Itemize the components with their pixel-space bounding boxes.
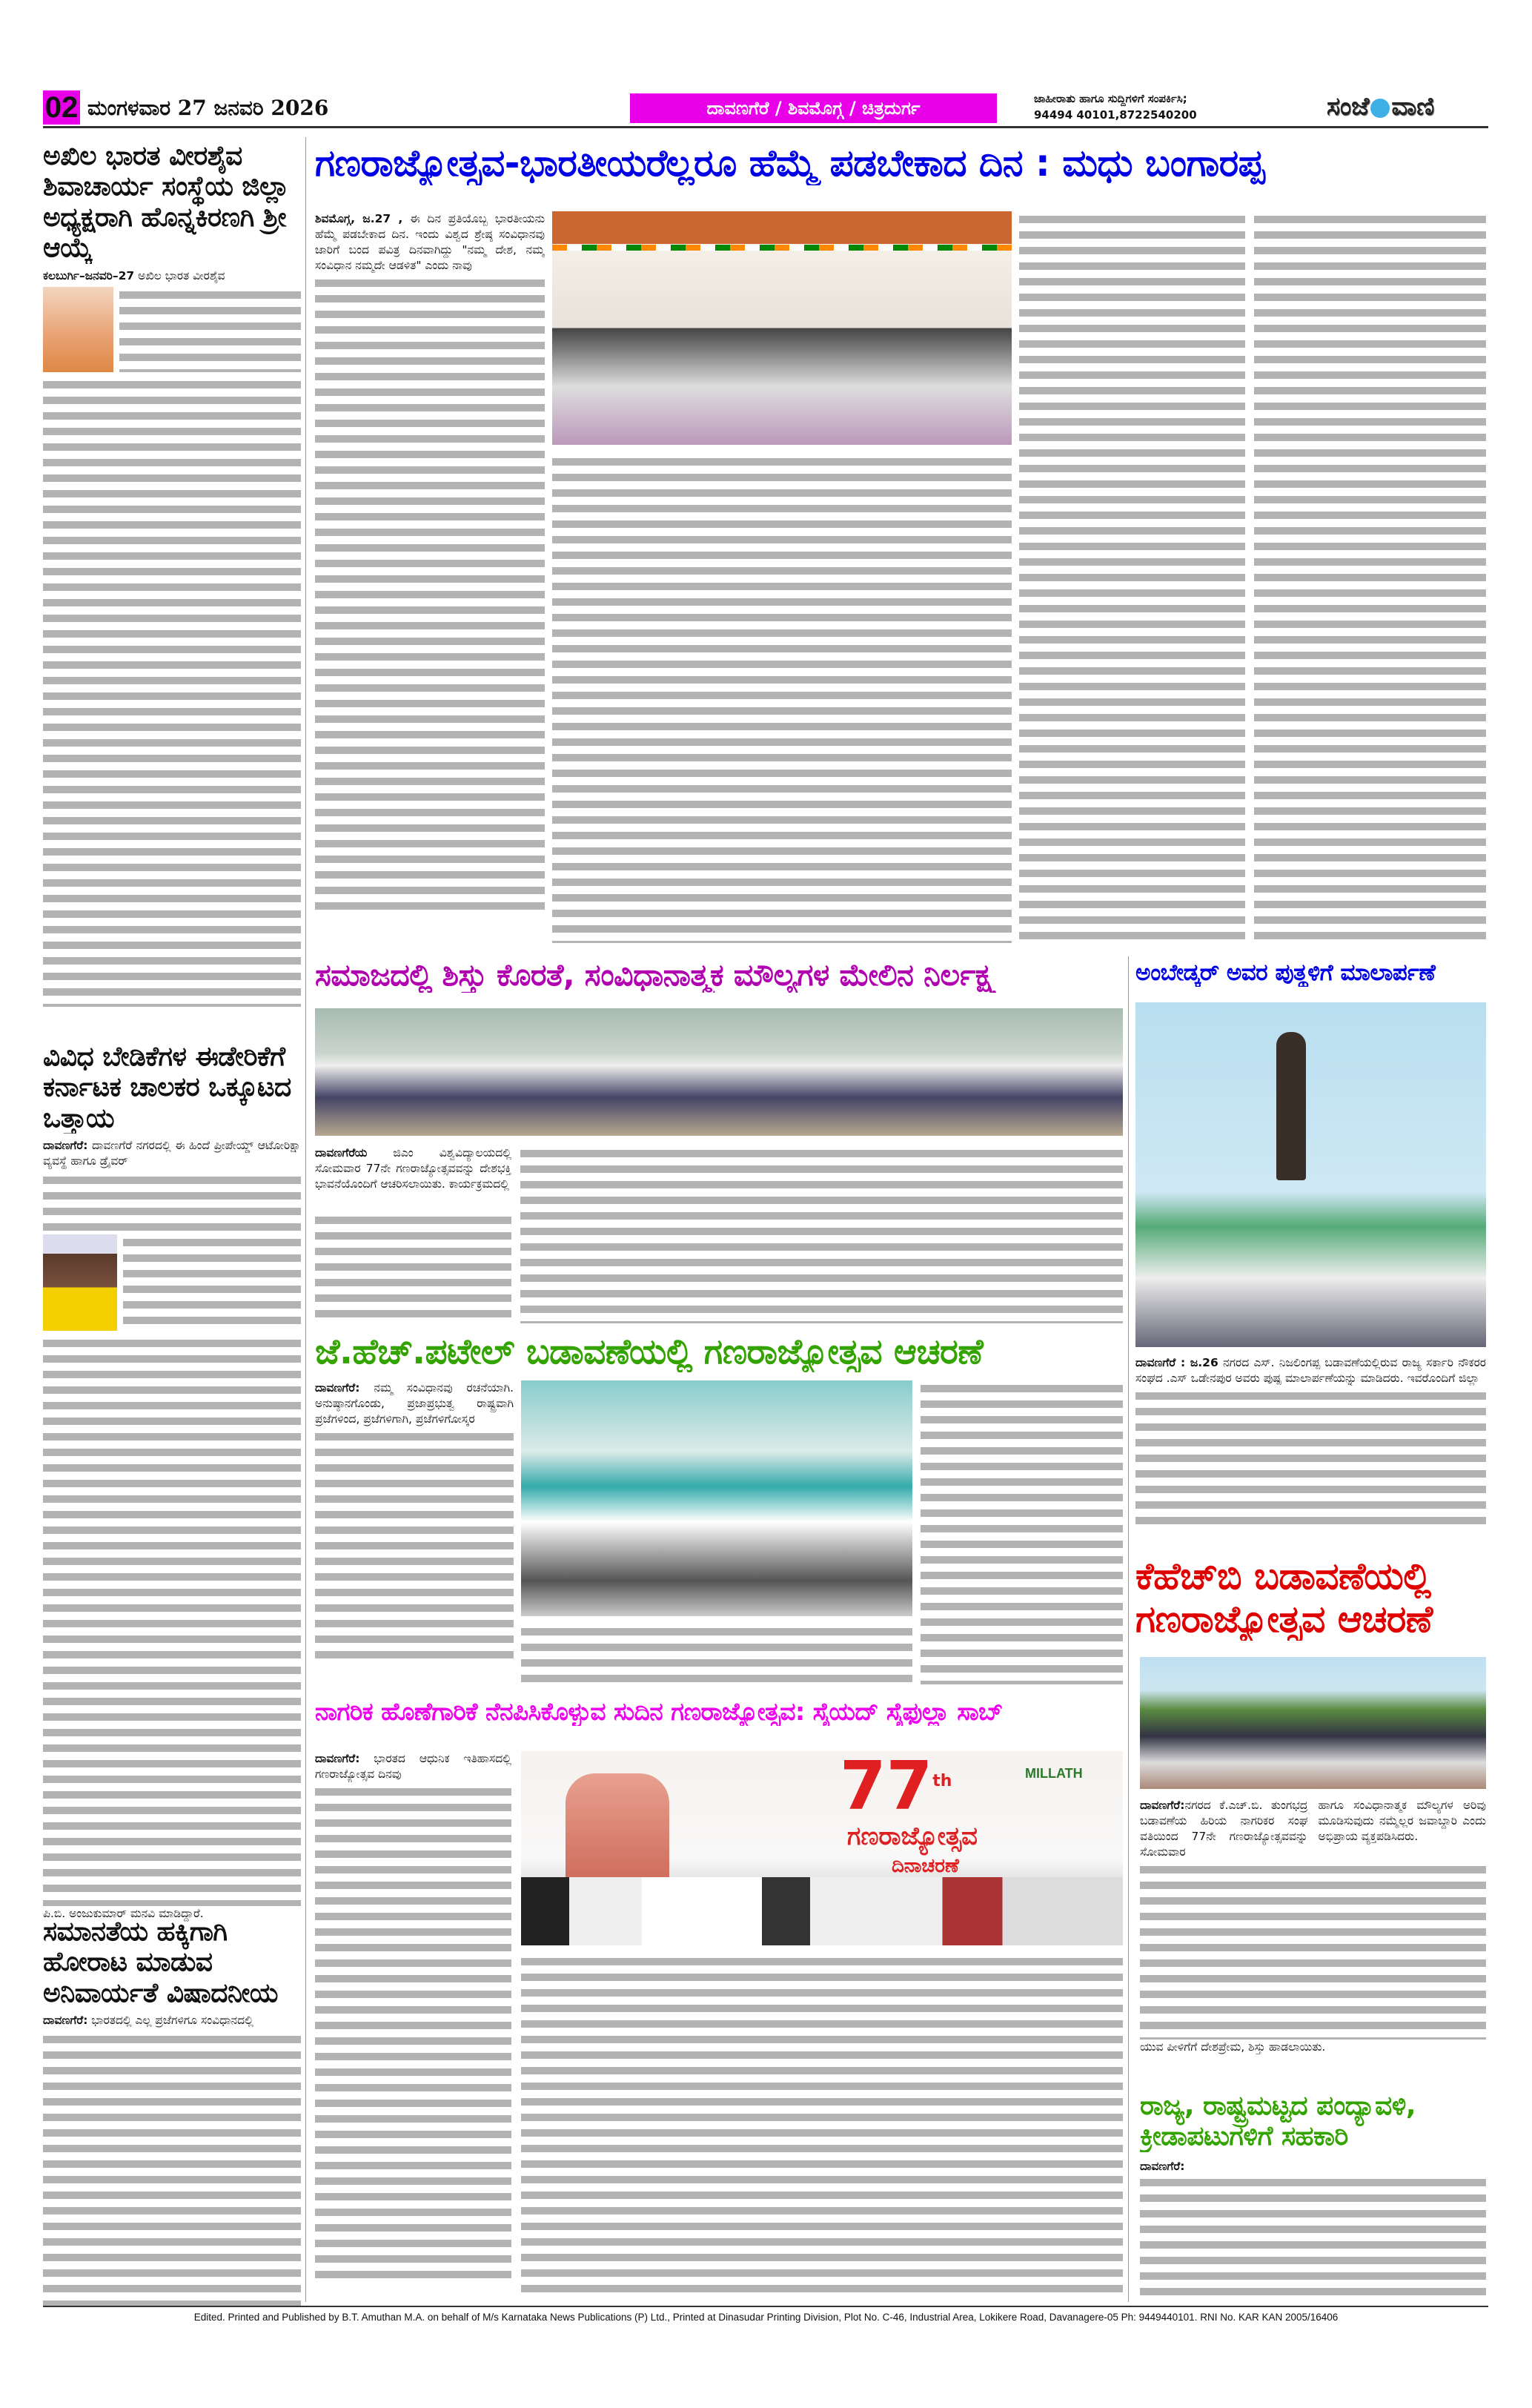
- body-text: [43, 1335, 301, 1906]
- body-text: [123, 1234, 301, 1331]
- body-text: [315, 1212, 511, 1323]
- lead-text: ಭಾರತದ ಆಧುನಿಕ ಇತಿಹಾಸದಲ್ಲಿ ಗಣರಾಜ್ಯೋತ್ಸವ ದಿನವು: [315, 1752, 511, 1781]
- contact-box: [1034, 90, 1197, 123]
- body-text: [43, 1172, 301, 1231]
- body-text: [921, 1380, 1123, 1684]
- khb-headline: ಕೆಹೆಚ್‌ಬಿ ಬಡಾವಣೆಯಲ್ಲಿ ಗಣರಾಜ್ಯೋತ್ಸವ ಆಚರಣೆ: [1135, 1555, 1433, 1641]
- edition-region: ದಾವಣಗೆರೆ / ಶಿವಮೊಗ್ಗ / ಚಿತ್ರದುರ್ಗ: [630, 93, 997, 123]
- article-veerashaiva: [43, 141, 301, 1027]
- headline: ಸಮಾನತೆಯ ಹಕ್ಕಿಗಾಗಿ ಹೋರಾಟ ಮಾಡುವ ಅನಿವಾರ್ಯತೆ ವಿಷಾದನೀಯ: [43, 1916, 278, 2008]
- main-headline: ಗಣರಾಜ್ಯೋತ್ಸವ-ಭಾರತೀಯರೆಲ್ಲರೂ ಹೆಮ್ಮೆ ಪಡಬೇಕಾದ ದಿನ : ಮಧು ಬಂಗಾರಪ್ಪ: [315, 142, 1265, 185]
- ambedkar-statue-photo: [1135, 1002, 1486, 1347]
- column-divider: [1128, 956, 1129, 2302]
- body-text: [119, 287, 301, 372]
- dateline: ದಾವಣಗೆರೆ:: [1140, 1799, 1185, 1812]
- lead-text: ದಾವಣಗೆರೆ ನಗರದಲ್ಲಿ ಈ ಹಿಂದೆ ಪ್ರೀಪೇಯ್ಡ್ ಆಟೋರಿಕ್ಷಾ ವ್ಯವಸ್ಥೆ ಹಾಗೂ ಡ್ರೈವರ್: [43, 1139, 301, 1168]
- ambedkar-headline: ಅಂಬೇಡ್ಕರ್ ಅವರ ಪುತ್ಥಳಿಗೆ ಮಾಲಾರ್ಪಣೆ: [1135, 960, 1436, 986]
- contact-phone: 94494 40101,8722540200: [1034, 108, 1197, 122]
- article-equality: [43, 1916, 301, 2302]
- body-text: [1254, 211, 1486, 945]
- group-photo-university: [315, 1008, 1123, 1136]
- dateline: ದಾವಣಗೆರೆ:: [43, 2014, 88, 2028]
- lead-text: ನಗರದ ಎಸ್. ನಿಜಲಿಂಗಪ್ಪ ಬಡಾವಣೆಯಲ್ಲಿರುವ ರಾಜ್ಯ ಸರ್ಕಾರಿ ನೌಕರರ ಸಂಘದ .ಎಸ್ ಒಡೇನಪುರ ಅವರು ಪುಷ್ಪ ಮಾಲಾರ್ಪಣೆಯನ್ನು ಮಾಡಿದರು. ಇವರೊಂದಿಗೆ ಜಿಲ್ಲಾ: [1135, 1356, 1486, 1385]
- banner-subtitle: ದಿನಾಚರಣೆ: [892, 1855, 959, 1877]
- sports-headline: ರಾಜ್ಯ, ರಾಷ್ಟ್ರಮಟ್ಟದ ಪಂದ್ಯಾವಳಿ, ಕ್ರೀಡಾಪಟುಗಳಿಗೆ ಸಹಕಾರಿ: [1140, 2091, 1416, 2152]
- body-text: [1019, 211, 1245, 945]
- sports-body: [1140, 2159, 1486, 2300]
- lead-text: ಭಾರತದಲ್ಲಿ ಎಲ್ಲ ಪ್ರಜೆಗಳಿಗೂ ಸಂವಿಧಾನದಲ್ಲಿ: [91, 2014, 253, 2028]
- dateline: ಕಲಬುರ್ಗಿ–ಜನವರಿ–27: [43, 268, 135, 282]
- sponsor-logo: MILLATH: [1025, 1766, 1083, 1781]
- discipline-body: [315, 1145, 1123, 1323]
- article-drivers: [43, 1042, 301, 1921]
- body-text: [315, 1429, 514, 1666]
- headline: ವಿವಿಧ ಬೇಡಿಕೆಗಳ ಈಡೇರಿಕೆಗೆ ಕರ್ನಾಟಕ ಚಾಲಕರ ಒಕ್ಕೂಟದ ಒತ್ತಾಯ: [43, 1042, 291, 1134]
- body-text: [1135, 1388, 1486, 1529]
- jhpatel-headline: ಜೆ.ಹೆಚ್.ಪಟೇಲ್ ಬಡಾವಣೆಯಲ್ಲಿ ಗಣರಾಜ್ಯೋತ್ಸವ ಆಚರಣೆ: [315, 1332, 984, 1372]
- banner-title: ಗಣರಾಜ್ಯೋತ್ಸವ: [847, 1822, 978, 1851]
- imprint-line: Edited. Printed and Published by B.T. Amuthan M.A. on behalf of M/s Karnataka News Publications (P) Ltd., Printed at Dinasudar Printing Division, Plot No. C-46, Industrial Area, Lokikere Road, Davanagere-05 Ph: 9449440101. RNI No. KAR KAN 2005/16406: [193, 2312, 1339, 2323]
- dateline: ದಾವಣಗೆರೆ:: [315, 1381, 360, 1395]
- body-text: [521, 1624, 912, 1683]
- stage-people: [521, 1877, 1123, 1945]
- header-rule: [43, 126, 1488, 128]
- closing-line: ಯುವ ಪೀಳಿಗೆಗೆ ದೇಶಪ್ರೇಮ, ಶಿಸ್ತು ಹಾಡಲಾಯಿತು.: [1140, 2040, 1326, 2054]
- dateline: ಶಿವಮೊಗ್ಗ, ಜ.27 ,: [315, 212, 403, 225]
- body-text: [43, 377, 301, 1007]
- main-ceremony-photo: [552, 211, 1012, 445]
- lead-text: ನಮ್ಮ ಸಂವಿಧಾನವು ರಚನೆಯಾಗಿ. ಅನುಷ್ಠಾನಗೊಂಡು, ಪ್ರಜಾಪ್ರಭುತ್ವ ರಾಷ್ಟ್ರವಾಗಿ ಪ್ರಜೆಗಳಿಂದ, ಪ್ರಜೆಗಳಿಗಾಗಿ, ಪ್ರಜೆಗಳಿಗೋಸ್ಕರ: [315, 1381, 514, 1426]
- main-article-col1: [315, 211, 545, 945]
- jhpatel-group-photo: [521, 1380, 912, 1616]
- logo-globe-icon: [1370, 99, 1390, 118]
- logo-part: ಸಂಜೆ: [1327, 92, 1370, 122]
- dateline: ದಾವಣಗೆರೆ:: [43, 1139, 88, 1153]
- dateline: ದಾವಣಗೆರೆ:: [315, 1752, 360, 1765]
- discipline-headline: ಸಮಾಜದಲ್ಲಿ ಶಿಸ್ತು ಕೊರತೆ, ಸಂವಿಧಾನಾತ್ಮಕ ಮೌಲ್ಯಗಳ ಮೇಲಿನ ನಿರ್ಲಕ್ಷ್ಯ: [315, 958, 997, 993]
- body-text: [521, 1954, 1123, 2300]
- bunting-decoration: [552, 245, 1012, 251]
- statue-figure: [1276, 1032, 1306, 1180]
- lead-text: ಜಿಎಂ ವಿಶ್ವವಿದ್ಯಾಲಯದಲ್ಲಿ ಸೋಮವಾರ 77ನೇ ಗಣರಾಜ್ಯೋತ್ಸವವನ್ನು ದೇಶಭಕ್ತಿ ಭಾವನೆಯೊಂದಿಗೆ ಆಚರಿಸಲಾಯಿತು. ಕಾರ್ಯಕ್ರಮದಲ್ಲಿ: [315, 1146, 511, 1191]
- newspaper-logo: [1327, 90, 1434, 123]
- banner-number: 77th: [840, 1751, 952, 1825]
- ambedkar-body: [1135, 1355, 1486, 1552]
- issue-date: ಮಂಗಳವಾರ 27 ಜನವರಿ 2026: [87, 96, 329, 120]
- swami-portrait-photo: [43, 287, 113, 372]
- lead-text: ಹಾಗೂ ಸಂವಿಧಾನಾತ್ಮಕ ಮೌಲ್ಯಗಳ ಅರಿವು ಮೂಡಿಸುವುದು ನಮ್ಮೆಲ್ಲರ ಜವಾಬ್ದಾರಿ ಎಂದು ಅಭಿಪ್ರಾಯ ವ್ಯಕ್ತಪಡಿಸಿದರು.: [1318, 1799, 1486, 1843]
- closing-line: ಪಿ.ಬಿ. ಅಂಜುಕುಮಾರ್ ಮನವಿ ಮಾಡಿದ್ದಾರೆ.: [43, 1907, 204, 1921]
- column-divider: [305, 137, 306, 2302]
- dateline: ದಾವಣಗೆರೆಯ: [315, 1146, 368, 1160]
- lead-text: ನಗರದ ಕೆ.ಎಚ್.ಬಿ. ತುಂಗಭದ್ರ ಬಡಾವಣೆಯ ಹಿರಿಯ ನಾಗರಿಕರ ಸಂಘ ವತಿಯಿಂದ 77ನೇ ಗಣರಾಜ್ಯೋತ್ಸವವನ್ನು ಸೋಮವಾರ: [1140, 1799, 1308, 1859]
- jhpatel-body: [315, 1380, 514, 1684]
- civic-body: [315, 1751, 511, 2300]
- body-text: [552, 454, 1012, 943]
- dateline: ದಾವಣಗೆರೆ : ಜ.26: [1135, 1356, 1218, 1369]
- civic-headline: ನಾಗರಿಕ ಹೊಣೆಗಾರಿಕೆ ನೆನಪಿಸಿಕೊಳ್ಳುವ ಸುದಿನ ಗಣರಾಜ್ಯೋತ್ಸವ: ಸೈಯದ್ ಸೈಫುಲ್ಲಾ ಸಾಬ್: [315, 1698, 1003, 1726]
- dateline: ದಾವಣಗೆರೆ:: [1140, 2160, 1185, 2173]
- footer-rule: [43, 2306, 1488, 2307]
- body-text: [520, 1145, 1123, 1323]
- lead-text: ಈ ದಿನ ಪ್ರತಿಯೊಬ್ಬ ಭಾರತೀಯನು ಹೆಮ್ಮೆ ಪಡಬೇಕಾದ ದಿನ. ಇಂದು ವಿಶ್ವದ ಶ್ರೇಷ್ಠ ಸಂವಿಧಾನವು ಜಾರಿಗೆ ಬಂದ ಪವಿತ್ರ ದಿನವಾಗಿದ್ದು "ನಮ್ಮ ದೇಶ, ನಮ್ಮ ಸಂವಿಧಾನ ನಮ್ಮದೇ ಆಡಳಿತ" ಎಂದು ನಾವು: [315, 212, 545, 272]
- logo-part: ವಾಣಿ: [1391, 92, 1435, 122]
- khb-celebration-photo: [1140, 1657, 1486, 1789]
- lead-text: ಅಖಿಲ ಭಾರತ ವೀರಶೈವ: [138, 268, 225, 282]
- body-text: [1140, 2174, 1486, 2300]
- body-text: [315, 1784, 511, 2280]
- body-text: [1140, 1862, 1486, 2040]
- page-number: 02: [43, 90, 80, 125]
- body-text: [315, 275, 545, 913]
- civic-event-photo: [521, 1751, 1123, 1945]
- headline: ಅಖಿಲ ಭಾರತ ವೀರಶೈವ ಶಿವಾಚಾರ್ಯ ಸಂಸ್ಥೆಯ ಜಿಲ್ಲಾ ಅಧ್ಯಕ್ಷರಾಗಿ ಹೊನ್ನಕಿರಣಗಿ ಶ್ರೀ ಆಯ್ಕೆ: [43, 141, 289, 264]
- spokesperson-photo: [43, 1234, 117, 1331]
- contact-label: ಜಾಹೀರಾತು ಹಾಗೂ ಸುದ್ದಿಗಳಿಗೆ ಸಂಪರ್ಕಿಸಿ;: [1034, 92, 1187, 105]
- body-text: [43, 2031, 301, 2306]
- khb-body: [1140, 1798, 1486, 2083]
